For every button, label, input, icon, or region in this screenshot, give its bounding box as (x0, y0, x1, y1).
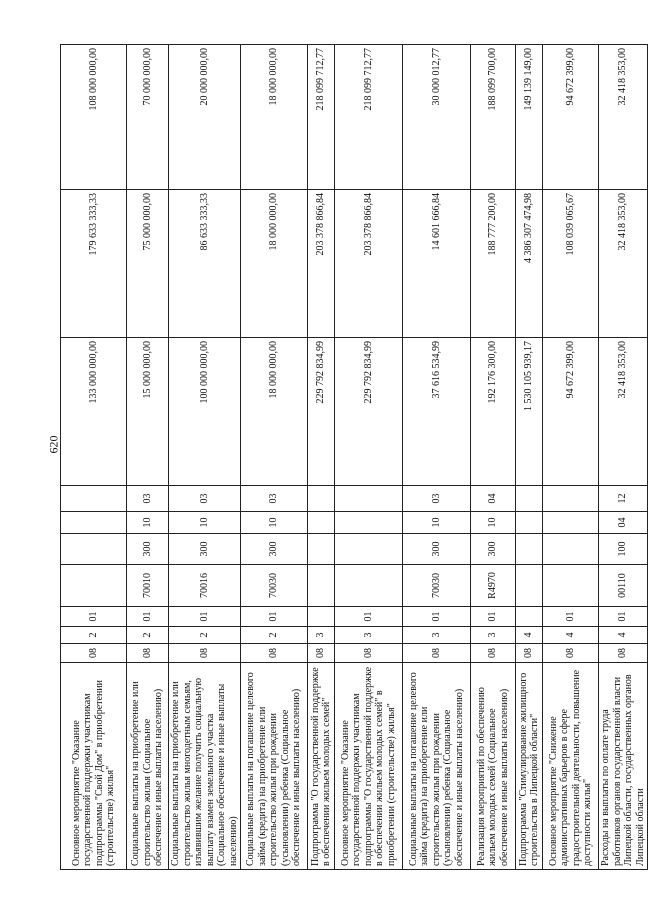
row-v2-cell: 32 418 353,00 (599, 190, 648, 338)
row-c6-cell: 10 (241, 512, 308, 534)
row-c6-cell: 04 (599, 512, 648, 534)
row-c1-cell: 08 (471, 644, 516, 663)
row-c6-cell: 10 (127, 512, 169, 534)
row-c7-cell: 03 (127, 486, 169, 512)
row-c4-cell (61, 565, 127, 607)
row-c4-cell: 70010 (127, 565, 169, 607)
row-v1-cell: 133 000 000,00 (61, 338, 127, 486)
row-v3-cell: 70 000 000,00 (127, 45, 169, 190)
row-v3-cell: 108 000 000,00 (61, 45, 127, 190)
row-c7-cell: 04 (471, 486, 516, 512)
row-c1-cell: 08 (241, 644, 308, 663)
row-c2-cell: 4 (543, 627, 599, 644)
row-v3-cell: 18 000 000,00 (241, 45, 308, 190)
row-c7-cell (61, 486, 127, 512)
row-c7-cell: 03 (241, 486, 308, 512)
row-c2-cell: 2 (61, 627, 127, 644)
row-c6-cell: 10 (471, 512, 516, 534)
row-c2-cell: 2 (241, 627, 308, 644)
row-c7-cell (335, 486, 403, 512)
row-c7-cell: 12 (599, 486, 648, 512)
row-v1-cell: 100 000 000,00 (169, 338, 241, 486)
row-v1-cell: 37 616 534,99 (403, 338, 471, 486)
rotated-table-container (60, 45, 646, 870)
budget-table (60, 44, 648, 870)
row-v3-cell: 218 099 712,77 (335, 45, 403, 190)
row-name-cell: Социальные выплаты на приобретение или строительство жилья многодетным семьям, изъявившим желание получить социальную выплату взамен земельного участка (Социальное обеспечение и иные выплаты населению) (169, 663, 241, 870)
row-v1-cell: 18 000 000,00 (241, 338, 308, 486)
row-v1-cell: 15 000 000,00 (127, 338, 169, 486)
row-c3-cell: 01 (543, 607, 599, 627)
table-row (403, 45, 471, 870)
row-name-cell: Социальные выплаты на погашение целевого займа (кредита) на приобретение или строительство жилья при рождении (усыновлении) ребенка (Социальное обеспечение и иные выплаты населению) (241, 663, 308, 870)
row-c3-cell: 01 (335, 607, 403, 627)
table-body (61, 45, 648, 870)
row-c5-cell (543, 534, 599, 565)
row-c4-cell (543, 565, 599, 607)
row-c4-cell: 70030 (403, 565, 471, 607)
row-v3-cell: 149 139 149,00 (516, 45, 543, 190)
row-c6-cell (543, 512, 599, 534)
row-c3-cell: 01 (241, 607, 308, 627)
row-v1-cell: 1 530 105 939,17 (516, 338, 543, 486)
row-c1-cell: 08 (543, 644, 599, 663)
table-row (516, 45, 543, 870)
row-c3-cell: 01 (169, 607, 241, 627)
row-v1-cell: 229 792 834,99 (308, 338, 335, 486)
row-c1-cell: 08 (308, 644, 335, 663)
row-c4-cell: 70030 (241, 565, 308, 607)
row-v2-cell: 18 000 000,00 (241, 190, 308, 338)
row-name-cell: Основное мероприятие "Оказание государственной поддержки участникам подпрограммы "Свой Дом" в приобретении (строительстве) жилья" (61, 663, 127, 870)
row-c5-cell (516, 534, 543, 565)
row-c7-cell (308, 486, 335, 512)
row-c4-cell: 00110 (599, 565, 648, 607)
page-number: 620 (46, 435, 61, 454)
row-c7-cell (516, 486, 543, 512)
row-c1-cell: 08 (516, 644, 543, 663)
row-c2-cell: 4 (599, 627, 648, 644)
row-c2-cell: 3 (403, 627, 471, 644)
row-v2-cell: 108 039 065,67 (543, 190, 599, 338)
row-name-cell: Социальные выплаты на приобретение или строительство жилья (Социальное обеспечение и иные выплаты населению) (127, 663, 169, 870)
row-c3-cell: 01 (403, 607, 471, 627)
table-row (61, 45, 127, 870)
row-v2-cell: 203 378 866,84 (308, 190, 335, 338)
row-v2-cell: 75 000 000,00 (127, 190, 169, 338)
row-name-cell: Основное мероприятие "Снижение административных барьеров в сфере градостроительной деятельности, повышение доступности жилья" (543, 663, 599, 870)
row-c5-cell: 300 (169, 534, 241, 565)
table-row (241, 45, 308, 870)
row-name-cell: Расходы на выплаты по оплате труда работников органов государственной власти Липецкой области, государственных органов Липецкой области (599, 663, 648, 870)
row-c7-cell (543, 486, 599, 512)
row-c7-cell: 03 (169, 486, 241, 512)
row-v1-cell: 229 792 834,99 (335, 338, 403, 486)
row-v3-cell: 188 099 700,00 (471, 45, 516, 190)
row-v1-cell: 32 418 353,00 (599, 338, 648, 486)
row-c6-cell (308, 512, 335, 534)
row-c5-cell (335, 534, 403, 565)
row-c5-cell: 100 (599, 534, 648, 565)
row-c1-cell: 08 (403, 644, 471, 663)
row-c1-cell: 08 (335, 644, 403, 663)
row-v1-cell: 94 672 399,00 (543, 338, 599, 486)
row-name-cell: Основное мероприятие "Оказание государственной поддержки участникам подпрограммы "О государственной поддержке в обеспечении жильем молодых семей" в приобретении (строительстве) жилья" (335, 663, 403, 870)
row-v3-cell: 32 418 353,00 (599, 45, 648, 190)
table-row (543, 45, 599, 870)
row-c3-cell (308, 607, 335, 627)
row-c2-cell: 3 (308, 627, 335, 644)
table-row (169, 45, 241, 870)
row-c6-cell: 10 (169, 512, 241, 534)
row-v2-cell: 179 633 333,33 (61, 190, 127, 338)
table-row (335, 45, 403, 870)
row-v2-cell: 86 633 333,33 (169, 190, 241, 338)
row-name-cell: Социальные выплаты на погашение целевого займа (кредита) на приобретение или строительство жилья при рождении (усыновлении) ребенка (Социальное обеспечение и иные выплаты населению) (403, 663, 471, 870)
row-name-cell: Подпрограмма "Стимулирование жилищного строительства в Липецкой области" (516, 663, 543, 870)
row-c4-cell: R4970 (471, 565, 516, 607)
row-c7-cell: 03 (403, 486, 471, 512)
row-v2-cell: 203 378 866,84 (335, 190, 403, 338)
row-v2-cell: 188 777 200,00 (471, 190, 516, 338)
row-v3-cell: 94 672 399,00 (543, 45, 599, 190)
row-c5-cell (308, 534, 335, 565)
row-v1-cell: 192 176 300,00 (471, 338, 516, 486)
table-row (471, 45, 516, 870)
row-v2-cell: 4 386 307 474,98 (516, 190, 543, 338)
row-c4-cell (308, 565, 335, 607)
row-v2-cell: 14 601 666,84 (403, 190, 471, 338)
row-c1-cell: 08 (61, 644, 127, 663)
row-v3-cell: 218 099 712,77 (308, 45, 335, 190)
row-c3-cell: 01 (61, 607, 127, 627)
row-c6-cell (335, 512, 403, 534)
row-c5-cell: 300 (403, 534, 471, 565)
row-c4-cell (516, 565, 543, 607)
row-c2-cell: 3 (471, 627, 516, 644)
row-c1-cell: 08 (127, 644, 169, 663)
row-c2-cell: 2 (169, 627, 241, 644)
table-row (308, 45, 335, 870)
row-c3-cell: 01 (471, 607, 516, 627)
row-name-cell: Реализация мероприятий по обеспечению жильем молодых семей (Социальное обеспечение и иные выплаты населению) (471, 663, 516, 870)
row-v3-cell: 30 000 012,77 (403, 45, 471, 190)
row-name-cell: Подпрограмма "О государственной поддержке в обеспечении жильем молодых семей" (308, 663, 335, 870)
row-c2-cell: 4 (516, 627, 543, 644)
row-c4-cell: 70016 (169, 565, 241, 607)
row-v3-cell: 20 000 000,00 (169, 45, 241, 190)
row-c3-cell (516, 607, 543, 627)
row-c3-cell: 01 (127, 607, 169, 627)
row-c2-cell: 2 (127, 627, 169, 644)
table-row (127, 45, 169, 870)
row-c5-cell: 300 (127, 534, 169, 565)
row-c5-cell: 300 (471, 534, 516, 565)
row-c2-cell: 3 (335, 627, 403, 644)
row-c6-cell (61, 512, 127, 534)
row-c3-cell: 01 (599, 607, 648, 627)
row-c1-cell: 08 (599, 644, 648, 663)
table-row (599, 45, 648, 870)
row-c6-cell: 10 (403, 512, 471, 534)
row-c6-cell (516, 512, 543, 534)
row-c1-cell: 08 (169, 644, 241, 663)
row-c5-cell (61, 534, 127, 565)
row-c4-cell (335, 565, 403, 607)
row-c5-cell: 300 (241, 534, 308, 565)
